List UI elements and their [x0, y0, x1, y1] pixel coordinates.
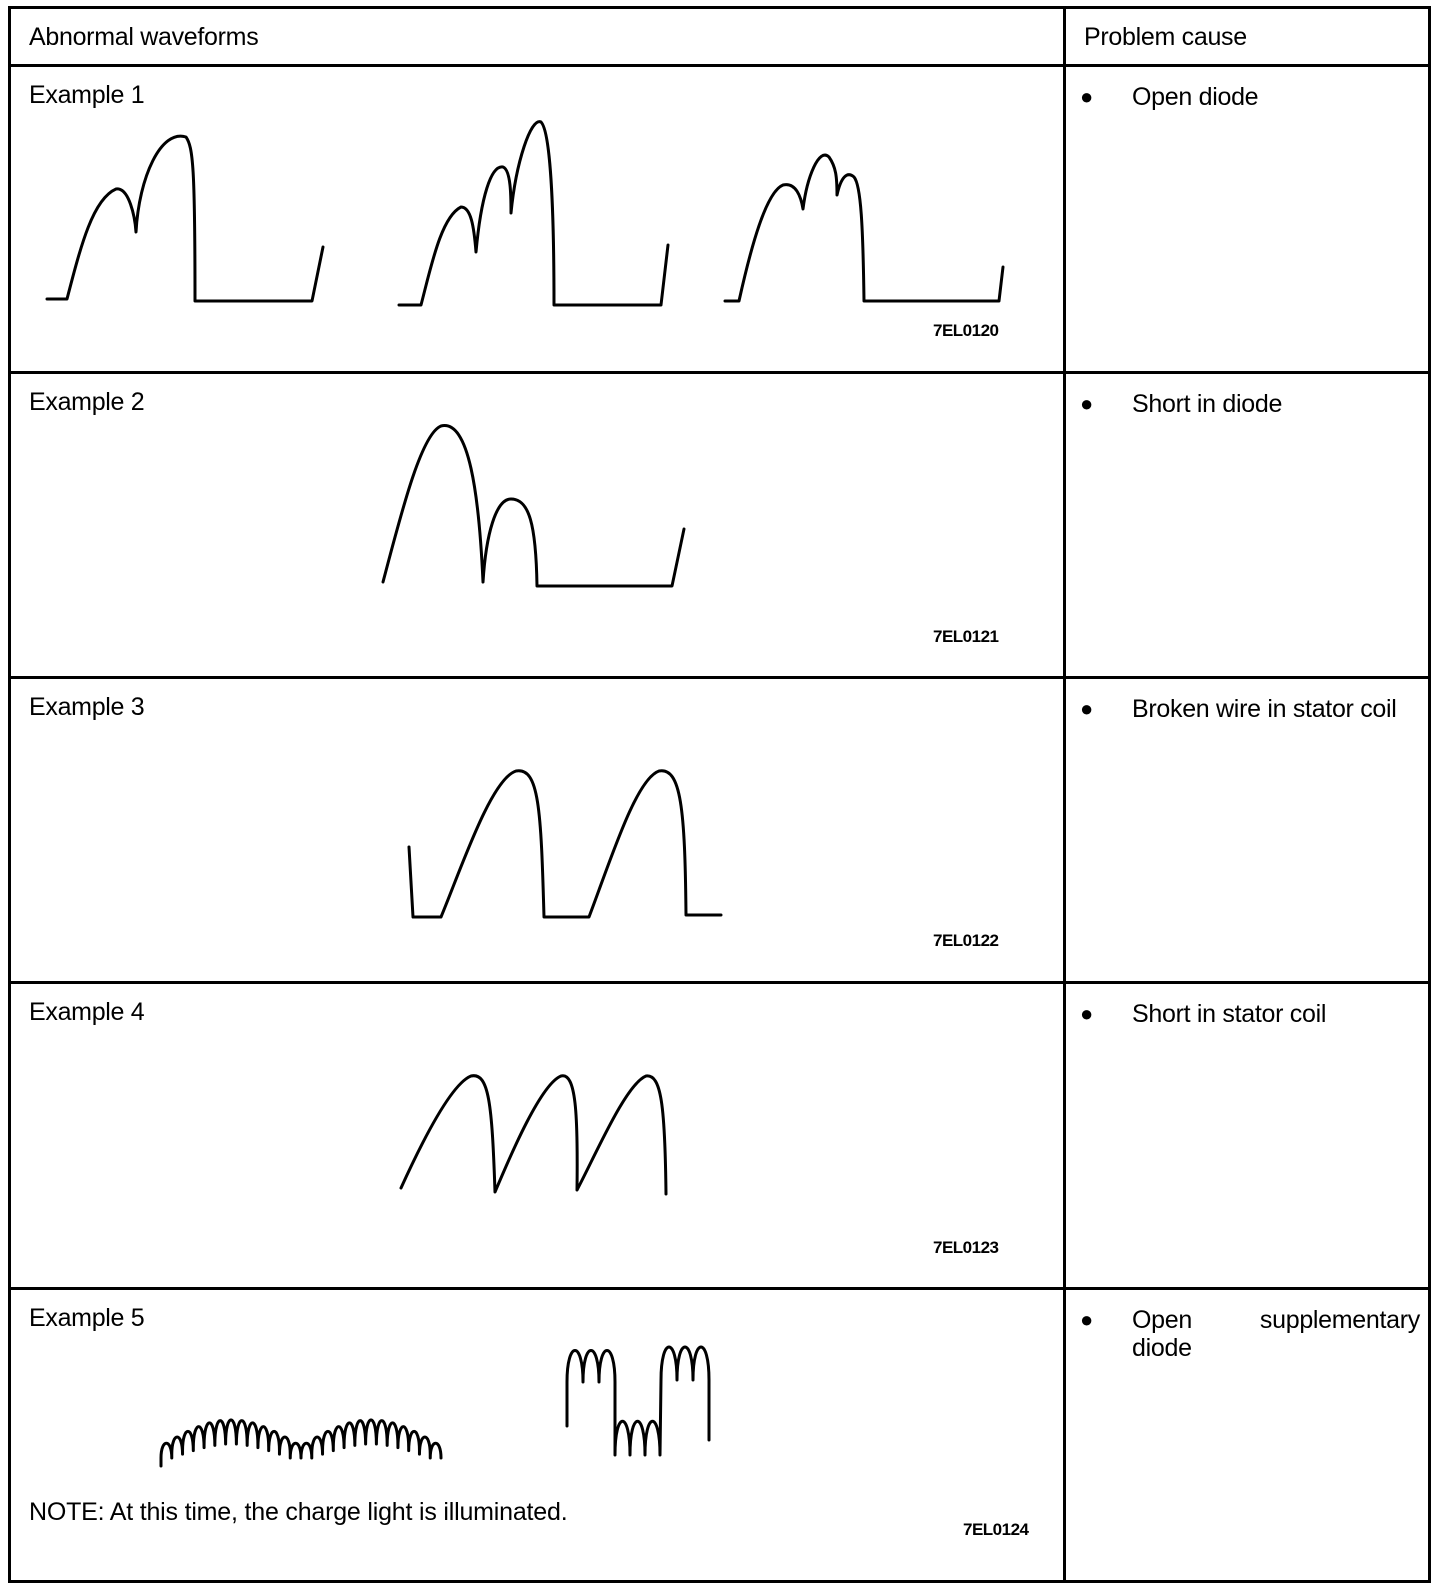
table-header-row: [10, 8, 1430, 66]
waveform-drawing-example-3: [11, 679, 1060, 978]
figure-code: 7EL0122: [933, 931, 999, 950]
cause-cell-example-5: [1065, 1289, 1430, 1582]
waveform-trace: [161, 1420, 441, 1466]
waveform-drawing-example-1: [11, 67, 1060, 368]
header-problem-cause: [1065, 8, 1430, 66]
cause-text: Broken wire in stator coil: [1132, 695, 1397, 723]
waveform-drawing-example-5: [11, 1290, 1060, 1577]
cause-item: [1080, 695, 1420, 723]
waveform-drawing-example-4: [11, 984, 1060, 1284]
example-label: Example 2: [29, 388, 145, 416]
cause-item: [1080, 1000, 1420, 1028]
waveform-cell-example-5: [10, 1289, 1065, 1582]
waveform-trace: [567, 1347, 709, 1455]
table-row: [10, 373, 1430, 678]
cause-cell-example-1: [1065, 66, 1430, 373]
waveform-trace: [47, 136, 323, 301]
figure-code: 7EL0121: [933, 627, 999, 646]
bullet-icon: ●: [1080, 84, 1094, 109]
waveform-cell-example-3: [10, 678, 1065, 983]
header-abnormal-waveforms: [10, 8, 1065, 66]
table-row: [10, 1289, 1430, 1582]
cause-item: [1080, 1306, 1420, 1362]
waveform-trace: [401, 1076, 666, 1194]
figure-code: 7EL0124: [963, 1520, 1029, 1539]
waveform-cell-example-1: [10, 66, 1065, 373]
waveform-cell-example-2: [10, 373, 1065, 678]
table-row: [10, 66, 1430, 373]
note-text: NOTE: At this time, the charge light is illuminated.: [29, 1498, 568, 1526]
figure-code: 7EL0120: [933, 321, 999, 340]
cause-cell-example-4: [1065, 983, 1430, 1289]
waveform-drawing-example-2: [11, 374, 1060, 673]
bullet-icon: ●: [1080, 391, 1094, 416]
cause-text: Short in diode: [1132, 390, 1283, 418]
example-label: Example 4: [29, 998, 145, 1026]
cause-cell-example-2: [1065, 373, 1430, 678]
cause-item: [1080, 390, 1420, 418]
example-label: Example 5: [29, 1304, 145, 1332]
bullet-icon: ●: [1080, 696, 1094, 721]
header-waveforms-label: Abnormal waveforms: [29, 23, 259, 51]
header-cause-label: Problem cause: [1084, 23, 1247, 51]
figure-code: 7EL0123: [933, 1238, 999, 1257]
example-label: Example 3: [29, 693, 145, 721]
cause-cell-example-3: [1065, 678, 1430, 983]
waveform-sheet: [8, 6, 1428, 1580]
waveform-trace: [383, 426, 684, 586]
cause-text: Open diode: [1132, 83, 1259, 111]
cause-text: Open supplementary diode: [1132, 1306, 1420, 1362]
bullet-icon: ●: [1080, 1307, 1094, 1332]
cause-item: [1080, 83, 1420, 111]
waveform-trace: [725, 155, 1003, 301]
example-label: Example 1: [29, 81, 145, 109]
table-row: [10, 983, 1430, 1289]
waveform-trace: [409, 771, 721, 917]
cause-text: Short in stator coil: [1132, 1000, 1327, 1028]
abnormal-waveform-table: [8, 6, 1431, 1583]
waveform-cell-example-4: [10, 983, 1065, 1289]
waveform-trace: [399, 122, 668, 305]
table-row: [10, 678, 1430, 983]
bullet-icon: ●: [1080, 1001, 1094, 1026]
